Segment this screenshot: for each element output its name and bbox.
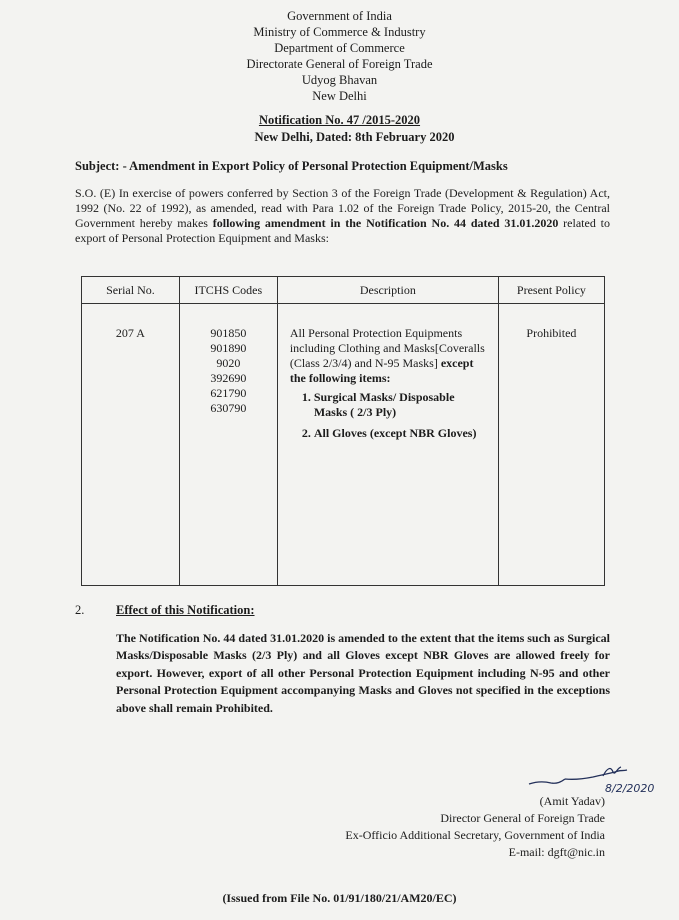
header-ministry: Ministry of Commerce & Industry xyxy=(253,25,426,39)
section-number: 2. xyxy=(75,603,85,617)
policy-table xyxy=(81,276,605,586)
header-serial: Serial No. xyxy=(82,277,180,304)
file-reference: (Issued from File No. 01/91/180/21/AM20/EC) xyxy=(222,891,457,905)
signatory-designation: Director General of Foreign Trade xyxy=(440,811,605,825)
cell-description: All Personal Protection Equipments including Clothing and Masks[Coveralls (Class 2/3/4) and N-95 Masks] except the following items: 1. Surgical Masks/ Disposable Masks ( 2/3 Ply) 2. All Gloves (except NBR Gloves) xyxy=(277,304,498,586)
header-codes: ITCHS Codes xyxy=(179,277,277,304)
itchs-code: 630790 xyxy=(210,401,247,415)
signatory-additional-role: Ex-Officio Additional Secretary, Government of India xyxy=(345,828,605,842)
itchs-code: 621790 xyxy=(210,386,247,400)
header-description: Description xyxy=(277,277,498,304)
signatory-email: E-mail: dgft@nic.in xyxy=(508,845,605,859)
itchs-code: 901850 xyxy=(210,326,247,340)
cell-serial: 207 A xyxy=(82,304,180,586)
intro-paragraph: S.O. (E) In exercise of powers conferred by Section 3 of the Foreign Trade (Development & Regulation) Act, 1992 (No. 22 of 1992), as amended, read with Para 1.02 of the Foreign Trade Policy, 2015-20, the Central Government hereby makes following amendment in the Notification No. 44 dated 31.01.2020 related to export of Personal Protection Equipment and Masks: xyxy=(75,186,610,245)
cell-policy: Prohibited xyxy=(498,304,604,586)
itchs-code: 901890 xyxy=(210,341,247,355)
header-city: New Delhi xyxy=(312,89,367,103)
notification-date: New Delhi, Dated: 8th February 2020 xyxy=(254,130,455,144)
header-building: Udyog Bhavan xyxy=(301,73,378,87)
notification-number: Notification No. 47 /2015-2020 xyxy=(258,113,421,127)
header-government: Government of India xyxy=(287,9,392,23)
itchs-code: 9020 xyxy=(216,356,241,370)
signature-date: 8/2/2020 xyxy=(605,782,655,795)
subject-line: Subject: - Amendment in Export Policy of Personal Protection Equipment/Masks xyxy=(75,159,508,173)
header-directorate: Directorate General of Foreign Trade xyxy=(246,57,433,71)
exception-list xyxy=(290,390,488,441)
effect-paragraph: The Notification No. 44 dated 31.01.2020 is amended to the extent that the items such as Surgical Masks/Disposable Masks (2/3 Ply) and all Gloves except NBR Gloves are allowed freely for export. However, export of all other Personal Protection Equipment including N-95 and other Personal Protection Equipment accompanying Masks and Gloves not specified in the exceptions above shall remain Prohibited. xyxy=(116,631,610,715)
header-department: Department of Commerce xyxy=(274,41,405,55)
header-policy: Present Policy xyxy=(498,277,604,304)
signatory-name: (Amit Yadav) xyxy=(539,794,605,808)
table-row xyxy=(82,304,605,586)
table-header-row xyxy=(82,277,605,304)
section-title: Effect of this Notification: xyxy=(116,603,255,617)
cell-codes xyxy=(179,304,277,586)
list-item: 2. All Gloves (except NBR Gloves) xyxy=(314,426,488,441)
itchs-code: 392690 xyxy=(210,371,247,385)
letterhead xyxy=(0,8,679,104)
list-item: 1. Surgical Masks/ Disposable Masks ( 2/3 Ply) xyxy=(314,390,488,420)
